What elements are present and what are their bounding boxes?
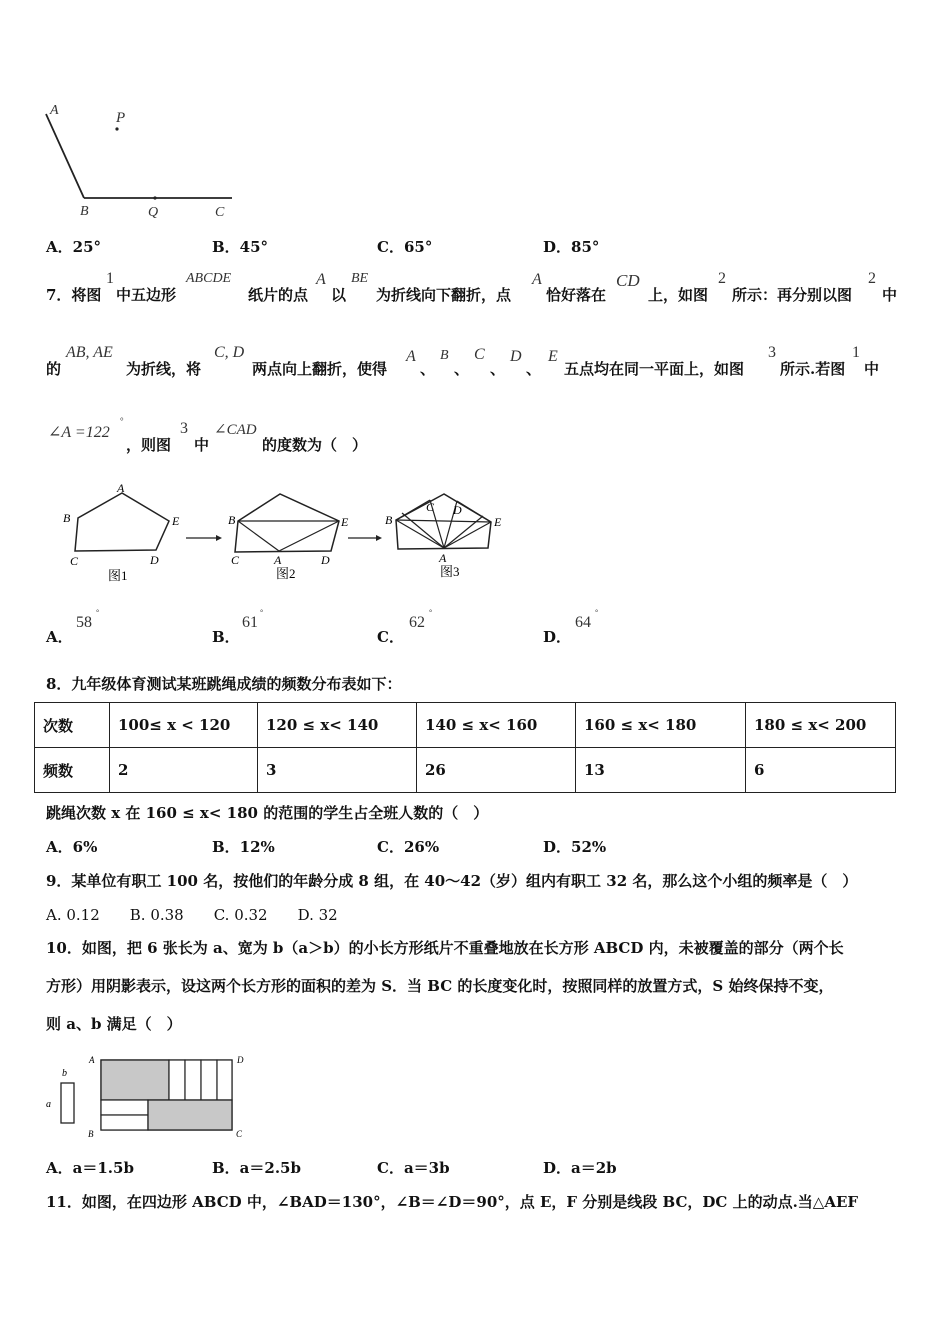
q6-option-a[interactable]: A．25° (46, 238, 102, 256)
q10-figure (40, 1052, 260, 1142)
arrow-1 (186, 535, 222, 541)
table-cell: 2 (110, 748, 258, 793)
svg-text:E: E (341, 515, 349, 529)
label-c: C (215, 205, 225, 220)
fig3-caption: 图3 (440, 564, 460, 579)
label-a: A (50, 103, 59, 118)
svg-text:A: A (274, 553, 282, 567)
label-b: B (80, 204, 89, 219)
q7-option-c[interactable]: C． 62 ° (377, 608, 433, 646)
svg-text:A: A (117, 481, 125, 495)
svg-text:D: D (453, 503, 462, 517)
q9-options[interactable]: A. 0.12 B. 0.38 C. 0.32 D. 32 (46, 906, 338, 924)
svg-text:B: B (63, 511, 71, 525)
rectangle-abcd (88, 1055, 244, 1139)
q7-option-a[interactable]: A． 58 ° (46, 608, 100, 646)
q6-figure (38, 98, 248, 224)
table-cell: 6 (746, 748, 896, 793)
svg-text:E: E (494, 515, 502, 529)
q8-option-a[interactable]: A．6% (46, 838, 98, 856)
pentagon-fig2 (228, 494, 349, 581)
table-cell: 26 (417, 748, 576, 793)
svg-text:C: C (236, 1129, 243, 1139)
q7-figure (58, 478, 518, 588)
svg-text:B: B (385, 513, 393, 527)
svg-text:A: A (439, 551, 447, 565)
table-cell: 180 ≤ x< 200 (746, 703, 896, 748)
q10-option-b[interactable]: B．a＝2.5b (212, 1159, 301, 1177)
q8-option-b[interactable]: B．12% (212, 838, 275, 856)
svg-text:C: C (231, 553, 240, 567)
table-cell: 频数 (35, 748, 110, 793)
table-cell: 3 (258, 748, 417, 793)
q10-line3: 则 a、b 满足（ ） (46, 1015, 182, 1033)
q11-line1: 11．如图，在四边形 ABCD 中，∠BAD＝130°，∠B＝∠D＝90°，点 E，F 分别是线段 BC，DC 上的动点.当△AEF (46, 1193, 859, 1211)
fig2-caption: 图2 (276, 566, 296, 581)
q10-line2: 方形）用阴影表示，设这两个长方形的面积的差为 S．当 BC 的长度变化时，按照同样的放置方式，S 始终保持不变， (46, 977, 834, 995)
pentagon-fig3 (385, 494, 502, 579)
point-p (115, 127, 118, 130)
table-row (35, 703, 896, 748)
svg-text:b: b (62, 1068, 67, 1079)
svg-text:D: D (321, 553, 330, 567)
q6-option-b[interactable]: B．45° (212, 238, 269, 256)
q9-stem: 9．某单位有职工 100 名，按他们的年龄分成 8 组，在 40～42（岁）组内有职工 32 名，那么这个小组的频率是（ ） (46, 872, 858, 890)
q10-option-c[interactable]: C．a＝3b (377, 1159, 450, 1177)
table-cell: 100≤ x < 120 (110, 703, 258, 748)
q6-option-d[interactable]: D．85° (543, 238, 600, 256)
svg-text:B: B (88, 1129, 94, 1139)
small-rectangle (46, 1068, 74, 1123)
q7-option-d[interactable]: D． 64 ° (543, 608, 599, 646)
svg-text:B: B (228, 513, 236, 527)
table-cell: 13 (576, 748, 746, 793)
segment-ab (46, 114, 84, 198)
svg-text:C: C (426, 500, 435, 514)
svg-text:D: D (237, 1055, 244, 1065)
q7-line3: ∠A =122 ° ，则图 3 中 ∠CAD 的度数为（ ） (48, 416, 368, 454)
table-row (35, 748, 896, 793)
q8-question: 跳绳次数 x 在 160 ≤ x< 180 的范围的学生占全班人数的（ ） (46, 804, 489, 822)
table-cell: 160 ≤ x< 180 (576, 703, 746, 748)
q7-line2: 的 AB, AE 为折线，将 C, D 两点向上翻折，使得 A 、 B 、 C 、 D 、 E 五点均在同一平面上，如图 3 所示.若图 1 中 (46, 344, 880, 378)
svg-text:D: D (150, 553, 159, 567)
pentagon-fig1 (63, 481, 180, 583)
fig1-caption: 图1 (108, 568, 128, 583)
label-q: Q (148, 205, 159, 220)
svg-text:A: A (89, 1055, 95, 1065)
q6-option-c[interactable]: C．65° (377, 238, 433, 256)
q7-option-b[interactable]: B． 61 ° (212, 608, 264, 646)
frequency-table (34, 702, 896, 793)
point-q (153, 196, 156, 199)
q8-option-d[interactable]: D．52% (543, 838, 607, 856)
q8-option-c[interactable]: C．26% (377, 838, 440, 856)
table-cell: 140 ≤ x< 160 (417, 703, 576, 748)
svg-text:a: a (46, 1099, 51, 1110)
label-p: P (116, 110, 126, 126)
q10-line1: 10．如图，把 6 张长为 a、宽为 b（a＞b）的小长方形纸片不重叠地放在长方形 ABCD 内，未被覆盖的部分（两个长 (46, 939, 844, 957)
q10-option-a[interactable]: A．a＝1.5b (46, 1159, 134, 1177)
q10-option-d[interactable]: D．a＝2b (543, 1159, 617, 1177)
q8-stem: 8．九年级体育测试某班跳绳成绩的频数分布表如下： (46, 675, 402, 693)
table-cell: 120 ≤ x< 140 (258, 703, 417, 748)
svg-text:E: E (172, 514, 180, 528)
table-cell: 次数 (35, 703, 110, 748)
arrow-2 (348, 535, 382, 541)
q7-line1: 7．将图 1 中五边形 ABCDE 纸片的点 A 以 BE 为折线向下翻折，点 A 恰好落在 CD 上，如图 2 所示：再分别以图 2 中 (46, 270, 898, 304)
svg-text:C: C (70, 554, 79, 568)
